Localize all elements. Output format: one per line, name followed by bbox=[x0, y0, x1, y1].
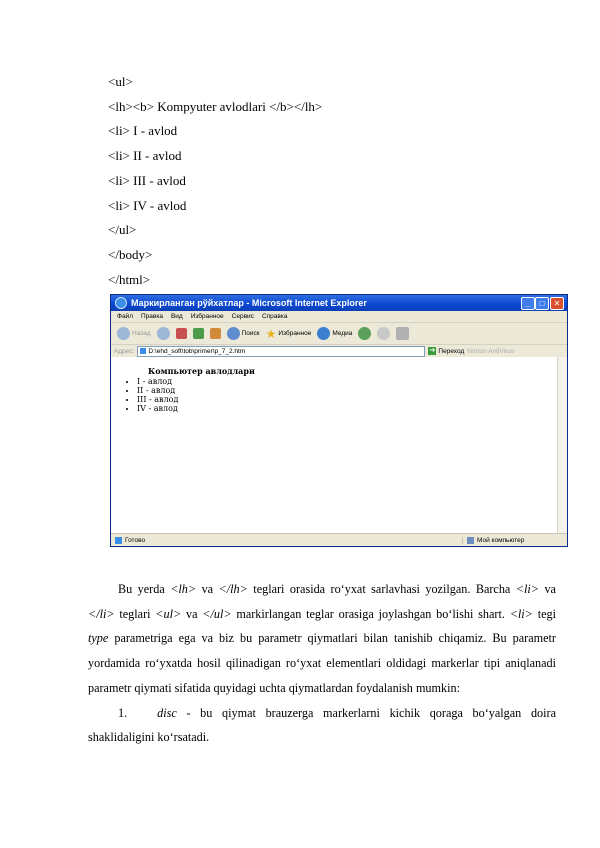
code-line: </ul> bbox=[108, 222, 137, 238]
body-text bbox=[88, 577, 556, 750]
menu-edit[interactable]: Правка bbox=[140, 313, 163, 320]
page-done-icon bbox=[115, 537, 122, 544]
vertical-scrollbar[interactable] bbox=[557, 357, 567, 534]
stop-icon[interactable] bbox=[176, 328, 187, 339]
list-paragraph: 1. disc - bu qiymat brauzerga markerlarni kichik qoraga bo‘yalgan doira shaklidaligini ko‘rsatadi. bbox=[88, 705, 556, 745]
code-line: </body> bbox=[108, 246, 153, 262]
print-icon[interactable] bbox=[396, 327, 409, 340]
code-line: <li> III - avlod bbox=[108, 172, 186, 188]
refresh-icon[interactable] bbox=[193, 328, 204, 339]
code-line: <li> II - avlod bbox=[108, 148, 182, 164]
menu-view[interactable]: Вид bbox=[170, 313, 183, 320]
go-arrow-icon: ➜ bbox=[429, 347, 436, 354]
code-line: <ul> bbox=[108, 74, 133, 89]
history-icon[interactable] bbox=[358, 327, 371, 340]
bulleted-list bbox=[124, 377, 178, 413]
code-line: <lh><b> Kompyuter avlodlari </b></lh> bbox=[108, 98, 323, 114]
menu-tools[interactable]: Сервис bbox=[231, 313, 254, 320]
page-icon bbox=[140, 348, 146, 354]
media-icon bbox=[317, 327, 330, 340]
list-item: • III - авлод bbox=[137, 395, 178, 404]
toolbar bbox=[111, 323, 567, 345]
close-icon[interactable]: ✕ bbox=[550, 297, 564, 310]
address-input[interactable]: D:\ehd_soft\tob\primer\p_7_2.htm bbox=[137, 346, 425, 357]
status-text: Готово bbox=[125, 536, 146, 544]
search-icon bbox=[227, 327, 240, 340]
title-bar bbox=[111, 295, 567, 311]
media-button[interactable]: Медиа bbox=[317, 327, 352, 340]
status-bar bbox=[111, 533, 567, 546]
mail-icon[interactable] bbox=[377, 327, 390, 340]
zone-text: Мой компьютер bbox=[477, 536, 525, 544]
list-item: • IV - авлод bbox=[137, 404, 178, 413]
menu-file[interactable]: Файл bbox=[117, 313, 133, 320]
paragraph: Bu yerda <lh> va </lh> teglari orasida ro‘yxat sarlavhasi yozilgan. Barcha <li> va </li> teglari <ul> va </ul> markirlangan teglar orasiga joylashgan bo‘lishi shart. <li> tegi type parametriga ega va biz bu parametr qiymatlari bilan tanishib chiqamiz. Bu parametr yordamida ro‘yxatda hosil qilinadigan ro‘yxat elementlari oldidagi markerlar tipi aniqlanadi parametr qiymati sifatida quyidagi uchta qiymatlardan foydalanish mumkin: bbox=[88, 582, 556, 695]
menu-help[interactable]: Справка bbox=[261, 313, 288, 320]
html-code-block bbox=[108, 70, 322, 292]
ie-icon bbox=[115, 297, 127, 309]
computer-icon bbox=[467, 537, 474, 544]
window-title: Маркирланган рўйхатлар - Microsoft Internet Explorer bbox=[131, 298, 367, 308]
code-line: </html> bbox=[108, 271, 151, 287]
code-line: <li> I - avlod bbox=[108, 123, 178, 139]
browser-screenshot bbox=[110, 294, 568, 547]
back-arrow-icon bbox=[117, 327, 130, 340]
search-button[interactable]: Поиск bbox=[227, 327, 260, 340]
list-item: • I - авлод bbox=[137, 377, 178, 386]
minimize-icon[interactable]: _ bbox=[521, 297, 535, 310]
star-icon: ★ bbox=[265, 326, 277, 341]
forward-arrow-icon[interactable] bbox=[157, 327, 170, 340]
norton-label[interactable]: Norton AntiVirus bbox=[467, 347, 515, 355]
page-content bbox=[111, 357, 557, 534]
address-label: Адрес: bbox=[114, 347, 135, 355]
go-button[interactable]: ➜ Переход bbox=[429, 347, 465, 355]
home-icon[interactable] bbox=[210, 328, 221, 339]
back-button[interactable]: Назад bbox=[117, 327, 151, 340]
code-line: <li> IV - avlod bbox=[108, 197, 187, 213]
favorites-button[interactable]: ★ Избранное bbox=[265, 326, 312, 341]
list-heading: Компьютер авлодлари bbox=[148, 366, 255, 376]
menu-bar bbox=[111, 311, 567, 323]
maximize-icon[interactable]: □ bbox=[535, 297, 549, 310]
menu-favorites[interactable]: Избранное bbox=[190, 313, 224, 320]
list-item: • II - авлод bbox=[137, 386, 178, 395]
